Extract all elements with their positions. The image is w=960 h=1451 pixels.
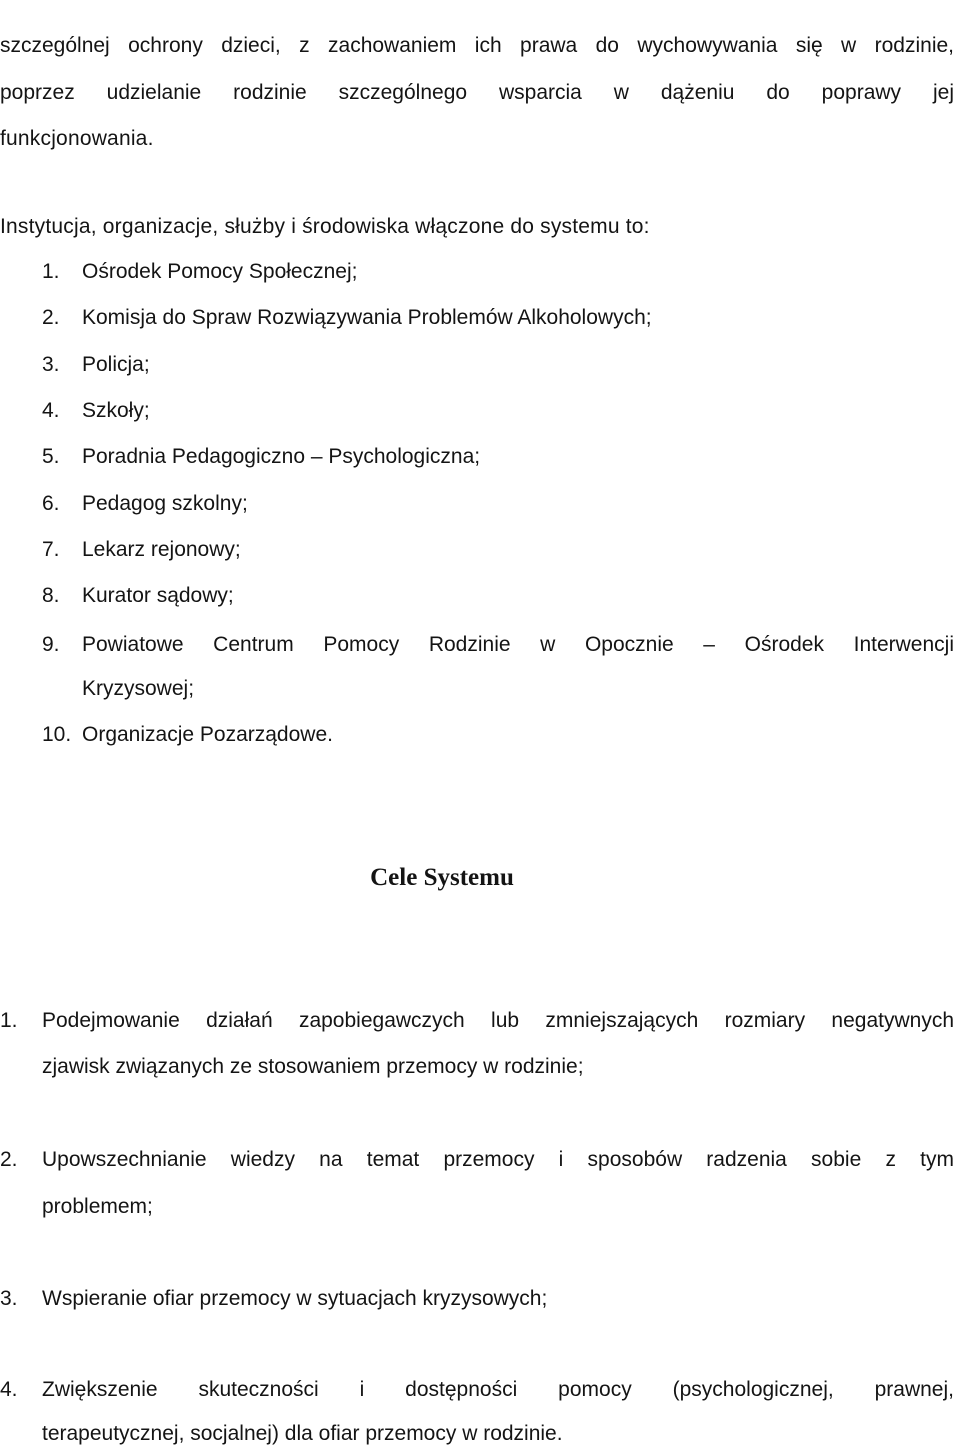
list-item: Organizacje Pozarządowe. [82,723,333,746]
list-item-continuation: zjawisk związanych ze stosowaniem przemocy w rodzinie; [42,1055,584,1078]
list-item-number: 1. [0,1009,18,1032]
list-item-continuation: Kryzysowej; [82,677,195,700]
list-item: Zwiększenie skuteczności i dostępności pomocy (psychologicznej, prawnej, [42,1378,954,1401]
list-item: Policja; [82,353,150,376]
list-item-number: 6. [42,492,60,515]
list-item-number: 4. [0,1378,18,1401]
section-heading: Cele Systemu [370,864,514,891]
list-item-number: 3. [42,353,60,376]
list-item: Upowszechnianie wiedzy na temat przemocy i sposobów radzenia sobie z tym [42,1148,954,1171]
list-item-number: 5. [42,445,60,468]
list-item: Komisja do Spraw Rozwiązywania Problemów Alkoholowych; [82,306,652,329]
list-item: Szkoły; [82,399,150,422]
institutions-lead: Instytucja, organizacje, służby i środowiska włączone do systemu to: [0,215,650,238]
list-item: Pedagog szkolny; [82,492,248,515]
list-item: Ośrodek Pomocy Społecznej; [82,260,358,283]
intro-line-3: funkcjonowania. [0,127,154,150]
list-item-continuation: terapeutycznej, socjalnej) dla ofiar przemocy w rodzinie. [42,1422,563,1445]
list-item-number: 9. [42,633,60,656]
list-item-number: 3. [0,1287,18,1310]
list-item: Wspieranie ofiar przemocy w sytuacjach kryzysowych; [42,1287,548,1310]
list-item-number: 2. [0,1148,18,1171]
list-item: Powiatowe Centrum Pomocy Rodzinie w Opocznie – Ośrodek Interwencji [82,633,954,656]
list-item-number: 2. [42,306,60,329]
list-item: Podejmowanie działań zapobiegawczych lub zmniejszających rozmiary negatywnych [42,1009,954,1032]
list-item: Lekarz rejonowy; [82,538,241,561]
list-item: Kurator sądowy; [82,584,234,607]
list-item-continuation: problemem; [42,1195,153,1218]
list-item-number: 7. [42,538,60,561]
list-item-number: 8. [42,584,60,607]
list-item-number: 1. [42,260,60,283]
list-item: Poradnia Pedagogiczno – Psychologiczna; [82,445,481,468]
intro-line-1: szczególnej ochrony dzieci, z zachowaniem ich prawa do wychowywania się w rodzinie, [0,34,954,57]
intro-line-2: poprzez udzielanie rodzinie szczególnego wsparcia w dążeniu do poprawy jej [0,81,954,104]
list-item-number: 4. [42,399,60,422]
list-item-number: 10. [42,723,72,746]
